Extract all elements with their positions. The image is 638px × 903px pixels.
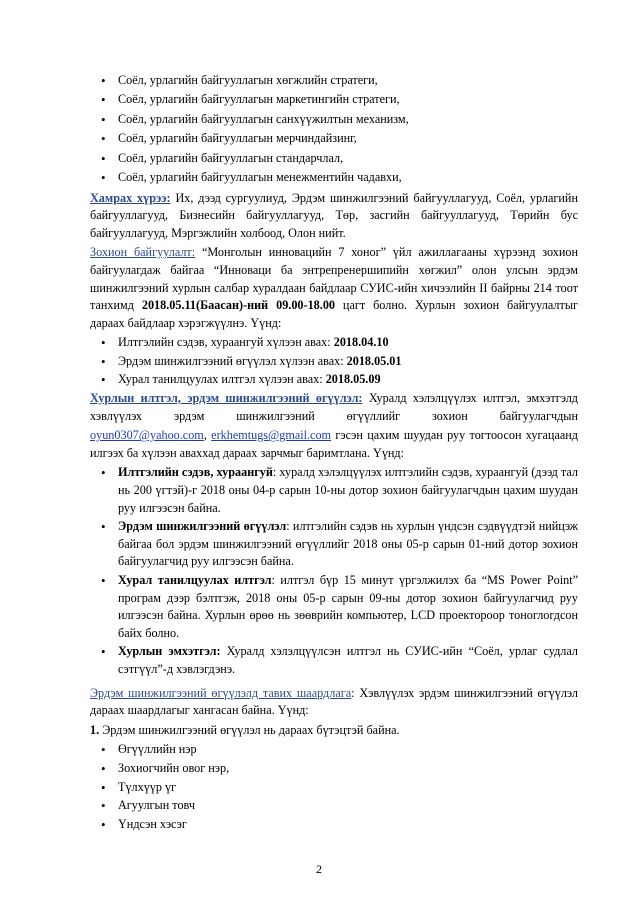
deadline-date: 2018.05.09	[325, 372, 381, 387]
list-item	[90, 371, 578, 389]
document-page	[90, 72, 578, 834]
list-item	[90, 464, 578, 517]
deadline-date: 2018.05.01	[346, 353, 402, 368]
requirements-text: : Хэвлүүлэх эрдэм шинжилгээний өгүүлэл дараах шаардлагыг хангасан байна. Үүнд:	[90, 685, 579, 718]
list-item: • Соёл, урлагийн байгууллагын санхүүжилтын механизм,	[90, 111, 578, 129]
list-item: • Соёл, урлагийн байгууллагын маркетингийн стратеги,	[90, 91, 578, 109]
email-separator: ,	[203, 428, 212, 443]
email-link-1[interactable]: oyun0307@yahoo.com	[90, 428, 204, 443]
point-text: Эрдэм шинжилгээний өгүүлэл нь дараах бүтэцтэй байна.	[99, 722, 400, 737]
list-item	[90, 518, 578, 571]
deadline-label: Хурал танилцуулах илтгэл хүлээн авах:	[118, 372, 326, 387]
list-item: • Зохиогчийн овог нэр,	[90, 760, 578, 778]
rule-text: Хуралд хэлэлцүүлсэн илтгэл нь СУИС-ийн “Соёл, урлаг судлал сэтгүүл”-д хэвлэгдэнэ.	[118, 644, 578, 676]
organizer-heading: Зохион байгуулалт:	[90, 245, 196, 260]
page-number: 2	[316, 862, 322, 876]
scope-heading: Хамрах хүрээ:	[90, 190, 171, 205]
topic-list	[90, 72, 578, 187]
requirements-heading: Эрдэм шинжилгээний өгүүлэлд тавих шаардлага	[90, 685, 352, 700]
rule-text: : илтгэл бүр 15 минут үргэлжилэх ба “MS Power Point” програм дээр бэлтгэж, 2018 оны 05-р сарын 09-ны дотор зохион байгуулагчид руу илгээсэн байна. Хурлын өрөө нь зөөврийн компьютер, LCD проектороор тоноглогдсон байх болно.	[118, 573, 578, 640]
deadline-label: Эрдэм шинжилгээний өгүүлэл хүлээн авах:	[118, 353, 347, 368]
list-item: • Соёл, урлагийн байгууллагын хөгжлийн стратеги,	[90, 72, 578, 90]
scope-paragraph	[90, 190, 578, 243]
submission-heading: Хурлын илтгэл, эрдэм шинжилгээний өгүүлэл:	[90, 391, 363, 406]
list-item: • Агуулгын товч	[90, 797, 578, 815]
scope-text: Их, дээд сургуулиуд, Эрдэм шинжилгээний байгууллагууд, Соёл, урлагийн байгууллагууд, Бизнесийн байгууллагууд, Төр, засгийн байгууллагууд, Төрийн бус байгууллагууд, Мэргэжлийн холбоод, Олон нийт.	[90, 190, 578, 240]
requirements-point	[90, 722, 578, 740]
rule-title: Хурлын эмхэтгэл:	[118, 644, 221, 659]
email-link-2[interactable]: erkhemtugs@gmail.com	[211, 428, 332, 443]
deadline-date: 2018.04.10	[333, 335, 389, 350]
structure-list	[90, 741, 578, 833]
list-item: • Түлхүүр үг	[90, 779, 578, 797]
rule-title: Илтгэлийн сэдэв, хураангуй	[118, 465, 273, 480]
list-item: • Соёл, урлагийн байгууллагын мерчиндайзинг,	[90, 130, 578, 148]
list-item: • Соёл, урлагийн байгууллагын менежментийн чадавхи,	[90, 169, 578, 187]
event-date: 2018.05.11(Баасан)-ний 09.00-18.00	[141, 298, 336, 313]
list-item	[90, 334, 578, 352]
requirements-paragraph	[90, 685, 578, 720]
deadline-list	[90, 334, 578, 389]
point-number: 1.	[90, 722, 100, 737]
rule-title: Эрдэм шинжилгээний өгүүлэл	[118, 519, 287, 534]
submission-text-end: гэсэн цахим шуудан руу тогтоосон хугацаанд илгээх ба хүлээн аваххад дараах зарчмыг баримтлана. Үүнд:	[90, 428, 578, 460]
list-item: • Өгүүллийн нэр	[90, 741, 578, 759]
rule-text: : илтгэлийн сэдэв нь хурлын үндсэн сэдвүүдтэй нийцэж байгаа бол эрдэм шинжилгээний өгүүллийг 2018 оны 05-р сарын 01-ний дотор зохион байгуулагчид руу илгээсэн байна.	[118, 519, 579, 569]
list-item: • Үндсэн хэсэг	[90, 816, 578, 834]
submission-text: Хуралд хэлэлцүүлэх илтгэл, эмхэтгэлд хэвлүүлэх эрдэм шинжилгээний өгүүллийг зохион байгуулагчдын	[90, 391, 578, 423]
submission-rules-list	[90, 464, 578, 678]
deadline-label: Илтгэлийн сэдэв, хураангуй хүлээн авах:	[118, 335, 334, 350]
rule-text: : хуралд хэлэлцүүлэх илтгэлийн сэдэв, хураангуй (дээд тал нь 200 үгтэй)-г 2018 оны 04-р сарын 10-ны дотор зохион байгуулагчдын цахим шуудан руу илгээсэн байна.	[118, 465, 578, 515]
submission-intro	[90, 390, 578, 425]
organizer-text: “Монголын инновацийн 7 хоног” үйл ажиллагааны хүрээнд зохион байгуулагдаж байгаа “Инноваци ба энтрепренершипийн хөгжил” олон улсын эрдэм шинжилгээний хурлын салбар хуралдаан байдлаар СУИС-ийн хичээлийн II байрны 214 тоот танхимд	[90, 245, 578, 313]
list-item	[90, 643, 578, 678]
organizer-paragraph	[90, 244, 578, 332]
submission-emails	[90, 427, 578, 462]
list-item	[90, 572, 578, 642]
organizer-text-end: цагт болно. Хурлын зохион байгуулалтыг дараах байдлаар хэрэгжүүлнэ. Үүнд:	[90, 298, 579, 330]
list-item: • Соёл, урлагийн байгууллагын стандарчлал,	[90, 150, 578, 168]
rule-title: Хурал танилцуулах илтгэл	[118, 573, 272, 588]
list-item	[90, 353, 578, 371]
